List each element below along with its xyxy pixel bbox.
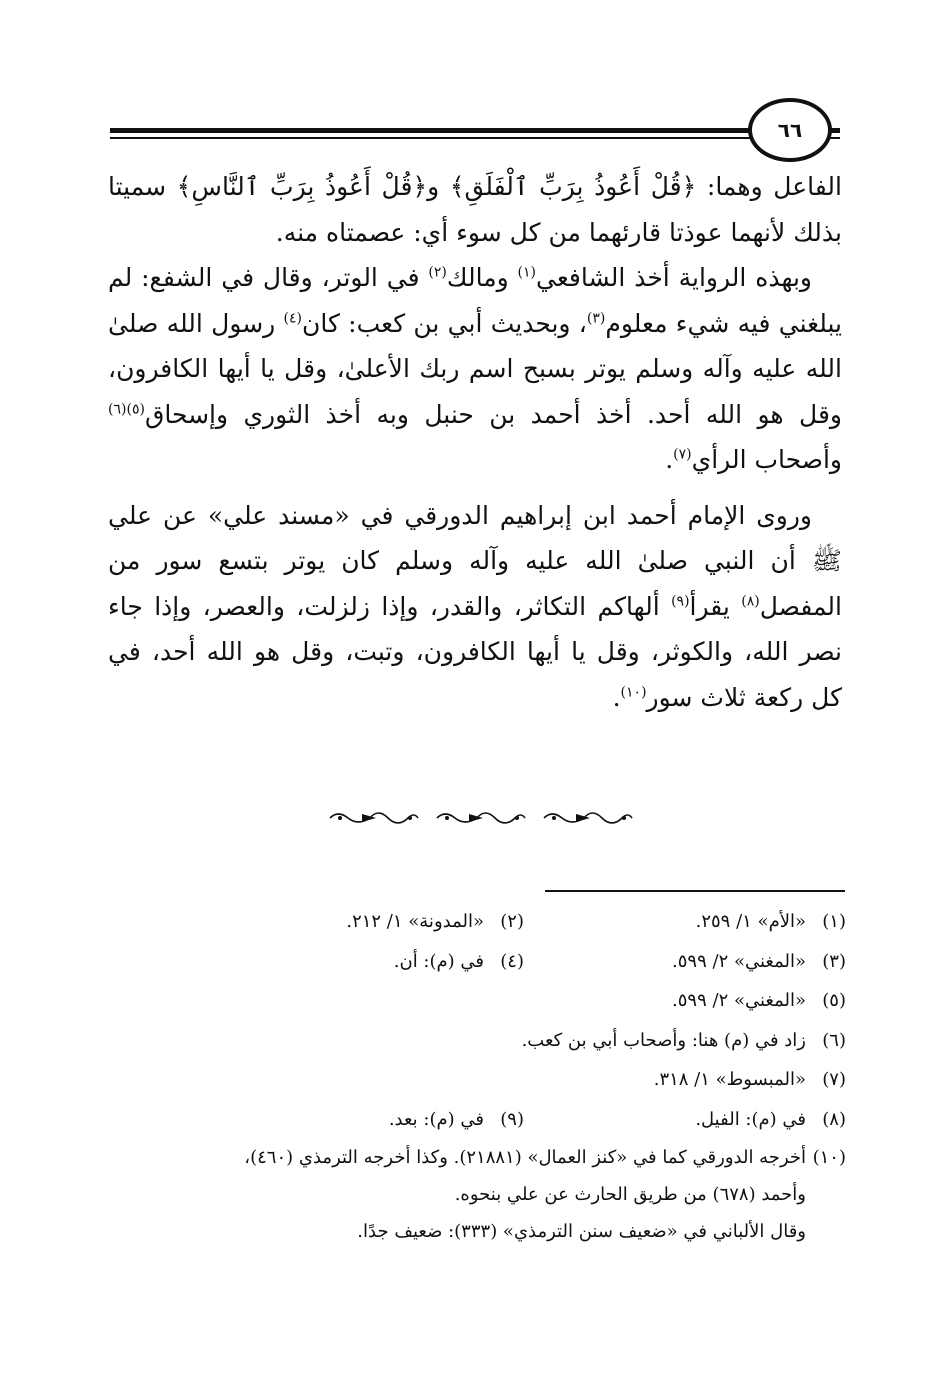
footnote-ref-2[interactable]: (٢) — [428, 264, 447, 281]
footnote-ref-1[interactable]: (١) — [517, 264, 537, 281]
ornament-icon — [540, 806, 636, 830]
header-rule — [110, 128, 840, 133]
footnote-ref-4[interactable]: (٤) — [283, 310, 303, 327]
footnote-text: أخرجه الدورقي كما في «كنز العمال» (٢١٨٨١). وكذا أخرجه الترمذي (٤٦٠)، — [244, 1147, 806, 1168]
footnote-number: (٣) — [822, 950, 846, 972]
quran-quote-falaq: ﴿قُلْ أَعُوذُ بِرَبِّ ٱلْفَلَقِ﴾ — [449, 172, 697, 201]
footnote-number: (٥) — [822, 990, 846, 1011]
ornament-icon — [326, 806, 422, 830]
footnote-text: «الأم» ١/ ٢٥٩. — [695, 911, 806, 932]
footnote-10 — [118, 1139, 846, 1250]
footnote-line: وقال الألباني في «ضعيف سنن الترمذي» (٣٣٣): ضعيف جدًا. — [357, 1221, 806, 1242]
paragraph-3: وروى الإمام أحمد ابن إبراهيم الدورقي في «مسند علي» عن علي ﷺ أن النبي صلىٰ الله عليه وآله وسلم كان يوتر بتسع سور من المفصل$^{(٨)}$ يقرأ$^{(٩)}$ ألهاكم التكاثر، والقدر، وإذا زلزلت، والعصر، وإذا جاء نصر الله، والكوثر، وقل يا أيها الكافرون، وتبت، وقل هو الله أحد، في كل ركعة ثلاث سور$^{(١٠)}$. — [108, 500, 842, 712]
footnote-ref-5-6[interactable]: (٥)(٦) — [108, 401, 145, 418]
footnote-text: «المبسوط» ١/ ٣١٨. — [653, 1069, 806, 1090]
footnote-ref-10[interactable]: (١٠) — [620, 684, 647, 701]
section-ornament — [326, 806, 636, 830]
page-number: ٦٦ — [748, 98, 832, 162]
footnote-text: زاد في (م) هنا: وأصحاب أبي بن كعب. — [521, 1029, 806, 1051]
footnote-3 — [524, 942, 846, 982]
quran-quote-nas: ﴿قُلْ أَعُوذُ بِرَبِّ ٱلنَّاسِ﴾ — [176, 172, 428, 201]
footnote-5 — [118, 981, 846, 1021]
footnote-row — [118, 902, 846, 942]
footnote-number: (٤) — [500, 950, 524, 972]
footnote-text: «المدونة» ١/ ٢١٢. — [346, 911, 484, 932]
footnote-number: (١٠) — [812, 1147, 846, 1168]
footnote-row — [118, 1100, 846, 1140]
footnote-row — [118, 942, 846, 982]
page-header — [110, 96, 840, 166]
footnote-8 — [524, 1100, 846, 1140]
footnote-4 — [202, 942, 524, 982]
footnote-text: «المغني» ٢/ ٥٩٩. — [672, 950, 806, 972]
footnote-number: (٦) — [822, 1029, 846, 1051]
main-text — [108, 164, 842, 720]
paragraph-1: الفاعل وهما: ﴿قُلْ أَعُوذُ بِرَبِّ ٱلْفَلَقِ﴾ و﴿قُلْ أَعُوذُ بِرَبِّ ٱلنَّاسِ﴾ سميتا بذلك لأنهما عوذتا قارئهما من كل سوء أي: عصمتاه منه. — [108, 172, 842, 247]
footnote-number: (٧) — [822, 1069, 846, 1090]
footnote-ref-7[interactable]: (٧) — [673, 446, 692, 463]
footnote-9 — [202, 1100, 524, 1140]
footnote-divider — [545, 890, 845, 892]
footnote-2 — [202, 902, 524, 942]
footnote-ref-8[interactable]: (٨) — [741, 593, 760, 610]
footnote-text: «المغني» ٢/ ٥٩٩. — [672, 990, 806, 1011]
footnote-7 — [118, 1060, 846, 1100]
footnote-number: (١) — [822, 911, 846, 932]
ornament-icon — [433, 806, 529, 830]
footnote-6 — [118, 1021, 846, 1061]
footnote-line — [118, 1139, 846, 1176]
footnote-number: (٨) — [822, 1108, 846, 1130]
footnote-1 — [524, 902, 846, 942]
footnote-number: (٢) — [500, 911, 524, 932]
footnotes — [118, 902, 846, 1250]
footnote-text: في (م): أن. — [393, 950, 484, 972]
footnote-ref-9[interactable]: (٩) — [671, 593, 690, 610]
paragraph-2: وبهذه الرواية أخذ الشافعي$^{(١)}$ ومالك$^{(٢)}$ في الوتر، وقال في الشفع: لم يبلغني فيه شيء معلوم$^{(٣)}$، وبحديث أبي بن كعب: كان$^{(٤)}$ رسول الله صلىٰ الله عليه وآله وسلم يوتر بسبح اسم ربك الأعلىٰ، وقل يا أيها الكافرون، وقل هو الله أحد. أخذ أحمد بن حنبل وبه أخذ الثوري وإسحاق$^{(٥)(٦)}$ وأصحاب الرأي$^{(٧)}$. — [108, 263, 842, 474]
footnote-text: في (م): بعد. — [388, 1108, 484, 1130]
footnote-text: في (م): الفيل. — [695, 1108, 806, 1130]
footnote-ref-3[interactable]: (٣) — [586, 310, 606, 327]
footnote-number: (٩) — [500, 1108, 524, 1130]
header-rule-thin — [110, 137, 840, 139]
footnote-line: وأحمد (٦٧٨) من طريق الحارث عن علي بنحوه. — [454, 1184, 806, 1205]
